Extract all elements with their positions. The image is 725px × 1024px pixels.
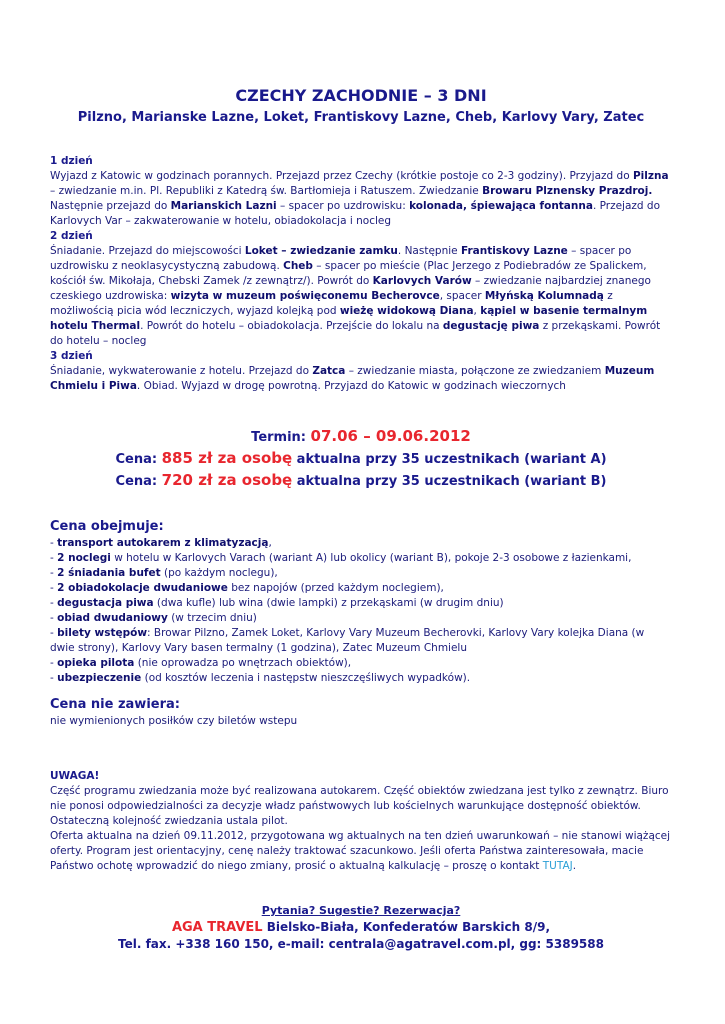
includes-item-dash: -: [50, 567, 58, 579]
includes-item-bold: degustacja piwa: [57, 597, 154, 609]
includes-list: [50, 536, 672, 686]
day3-b2: Muzeum Chmielu i Piwa: [50, 365, 655, 392]
includes-item-dash: -: [50, 627, 58, 639]
includes-item-dash: -: [50, 552, 58, 564]
includes-item: [50, 656, 672, 671]
day1-b4: kolonada, śpiewająca fontanna: [409, 200, 593, 212]
day2-t9: . Powrót do hotelu – obiadokolacja. Przejście do lokalu na: [140, 320, 443, 332]
price-line-a: [50, 448, 672, 470]
day1-text: [50, 169, 672, 229]
notice-p2-end: .: [572, 860, 577, 872]
includes-item-dash: -: [50, 537, 58, 549]
day3-b1: Zatca: [312, 365, 346, 377]
includes-item-bold: ubezpieczenie: [57, 672, 142, 684]
notice-p2: [50, 829, 672, 874]
day1-label: 1 dzień: [50, 155, 93, 167]
price-line-b: [50, 470, 672, 492]
page-title: CZECHY ZACHODNIE – 3 DNI: [235, 86, 487, 105]
notice-heading: UWAGA!: [50, 770, 100, 782]
includes-item-rest: w hotelu w Karlovych Varach (wariant A) lub okolicy (wariant B), pokoje 2-3 osobowe z łazienkami,: [110, 552, 632, 564]
day2-t7: z możliwością picia wód leczniczych, wyjazd kolejką pod: [50, 290, 613, 317]
day2-b6: Młyńską Kolumnadą: [484, 290, 604, 302]
price-b-note: aktualna przy 35 uczestnikach (wariant B): [292, 474, 607, 489]
brand-name: AGA TRAVEL: [171, 920, 263, 935]
contact-question: Pytania? Sugestie? Rezerwacja?: [261, 904, 461, 917]
notice-p1: Część programu zwiedzania może być realizowana autokarem. Część obiektów zwiedzana jest tylko z zewnątrz. Biuro nie ponosi odpowiedzialności za decyzje władz państwowych lub kościelnych warunkujące dostępność obiektów. Ostateczną kolejność zwiedzania ustala pilot.: [50, 785, 669, 827]
includes-item-rest: (dwa kufle) lub wina (dwie lampki) z przekąskami (w drugim dniu): [153, 597, 504, 609]
day2-t5: – zwiedzanie najbardziej znanego czeskiego uzdrowiska:: [50, 275, 651, 302]
includes-item-rest: bez napojów (przed każdym noclegiem),: [227, 582, 444, 594]
day2-t2: . Następnie: [397, 245, 461, 257]
includes-item: [50, 611, 672, 626]
day2-t4: – spacer po mieście (Plac Jerzego z Podiebradów ze Spalickem, kościół św. Mikołaja, Chebski Zamek /z zewnątrz/). Powrót do: [50, 260, 647, 287]
includes-item-bold: 2 śniadania bufet: [57, 567, 161, 579]
day1-t1: Wyjazd z Katowic w godzinach porannych. Przejazd przez Czechy (krótkie postoje co 2-3 godziny). Przyjazd do: [50, 170, 633, 182]
includes-item-rest: : Browar Pilzno, Zamek Loket, Karlovy Vary Muzeum Becherovki, Karlovy Vary kolejka Diana (w dwie strony), Karlovy Vary basen termalny (1 godzina), Zatec Muzeum Chmielu: [50, 627, 645, 654]
day1-t2: – zwiedzanie m.in. Pl. Republiki z Katedrą św. Bartłomieja i Ratuszem. Zwiedzanie: [50, 185, 483, 197]
includes-item-rest: (po każdym noclegu),: [160, 567, 278, 579]
includes-item-bold: opieka pilota: [57, 657, 135, 669]
includes-item-bold: 2 noclegi: [57, 552, 111, 564]
excludes-section: [50, 696, 672, 729]
includes-section: [50, 518, 672, 686]
includes-item: [50, 566, 672, 581]
day2-b5: wizyta w muzeum poświęconemu Becherovce: [170, 290, 440, 302]
day3-t3: . Obiad. Wyjazd w drogę powrotną. Przyjazd do Katowic w godzinach wieczornych: [136, 380, 566, 392]
includes-item-dash: -: [50, 612, 58, 624]
contact-phone-line: Tel. fax. +338 160 150, e-mail: centrala@agatravel.com.pl, gg: 5389588: [118, 937, 604, 951]
includes-item-rest: (w trzecim dniu): [167, 612, 257, 624]
day2-t3: – spacer po uzdrowisku z neoklasycystyczną zabudową.: [50, 245, 632, 272]
day2-b7: wieżę widokową Diana: [339, 305, 474, 317]
day1-b1: Pilzna: [632, 170, 669, 182]
day2-t8: ,: [473, 305, 481, 317]
day2-b1: Loket – zwiedzanie zamku: [244, 245, 398, 257]
day2-b8: kąpiel w basenie termalnym hotelu Thermal: [50, 305, 648, 332]
includes-item-dash: -: [50, 672, 58, 684]
termin-label: Termin:: [251, 430, 311, 445]
includes-item-bold: bilety wstępów: [57, 627, 148, 639]
includes-item: [50, 596, 672, 611]
day2-text: [50, 244, 672, 349]
day2-b3: Cheb: [283, 260, 313, 272]
day1-t4: – spacer po uzdrowisku:: [276, 200, 410, 212]
price-b-value: 720 zł za osobę: [161, 471, 293, 489]
notice-section: [50, 769, 672, 874]
price-b-label: Cena:: [115, 474, 162, 489]
day2-t10: z przekąskami. Powrót do hotelu – nocleg: [50, 320, 661, 347]
includes-item-dash: -: [50, 657, 58, 669]
document-page: [50, 86, 672, 953]
includes-item-bold: obiad dwudaniowy: [57, 612, 168, 624]
includes-item: [50, 626, 672, 656]
day2-t6: , spacer: [439, 290, 485, 302]
termin-line: [50, 426, 672, 448]
contact-address-line: [50, 919, 672, 936]
includes-item-bold: transport autokarem z klimatyzacją: [57, 537, 269, 549]
includes-item-rest: ,: [268, 537, 272, 549]
day3-t2: – zwiedzanie miasta, połączone ze zwiedzaniem: [345, 365, 605, 377]
day1-t3: Następnie przejazd do: [50, 200, 171, 212]
includes-item: [50, 551, 672, 566]
includes-item: [50, 671, 672, 686]
price-a-note: aktualna przy 35 uczestnikach (wariant A): [292, 452, 607, 467]
day1-t5: . Przejazd do Karlovych Var – zakwaterowanie w hotelu, obiadokolacja i nocleg: [50, 200, 661, 227]
day2-b4: Karlovych Varów: [372, 275, 472, 287]
contact-link[interactable]: TUTAJ: [542, 860, 573, 872]
includes-item-dash: -: [50, 582, 58, 594]
includes-item-rest: (nie oprowadza po wnętrzach obiektów),: [134, 657, 352, 669]
day3-t1: Śniadanie, wykwaterowanie z hotelu. Przejazd do: [50, 365, 313, 377]
program-section: [50, 154, 672, 394]
termin-value: 07.06 – 09.06.2012: [310, 427, 471, 445]
includes-item: [50, 581, 672, 596]
day2-b2: Frantiskovy Lazne: [460, 245, 568, 257]
day1-b3: Marianskich Lazni: [170, 200, 277, 212]
day3-text: [50, 364, 672, 394]
notice-p2-text: Oferta aktualna na dzień 09.11.2012, przygotowana wg aktualnych na ten dzień uwarunkowań – nie stanowi wiążącej oferty. Program jest orientacyjny, cenę należy traktować szacunkowo. Jeśli oferta Państwa zainteresowała, macie Państwo ochotę wprowadzić do niego zmiany, prosić o aktualną kalkulację – proszę o kontakt: [50, 830, 671, 872]
price-a-value: 885 zł za osobę: [161, 449, 293, 467]
includes-item-rest: (od kosztów leczenia i następstw nieszczęśliwych wypadków).: [141, 672, 471, 684]
includes-heading: Cena obejmuje:: [50, 519, 164, 534]
day1-b2: Browaru Plznensky Prazdroj.: [482, 185, 653, 197]
includes-item-bold: 2 obiadokolacje dwudaniowe: [57, 582, 228, 594]
excludes-text: nie wymienionych posiłków czy biletów wstepu: [50, 715, 298, 727]
contact-section: [50, 902, 672, 953]
includes-item: [50, 536, 672, 551]
excludes-heading: Cena nie zawiera:: [50, 697, 180, 712]
day2-b9: degustację piwa: [442, 320, 540, 332]
day2-t1: Śniadanie. Przejazd do miejscowości: [50, 245, 245, 257]
contact-address: Bielsko-Biała, Konfederatów Barskich 8/9,: [262, 920, 551, 934]
includes-item-dash: -: [50, 597, 58, 609]
page-subtitle: Pilzno, Marianske Lazne, Loket, Frantiskovy Lazne, Cheb, Karlovy Vary, Zatec: [77, 110, 645, 125]
day2-label: 2 dzień: [50, 230, 93, 242]
price-a-label: Cena:: [115, 452, 162, 467]
day3-label: 3 dzień: [50, 350, 93, 362]
